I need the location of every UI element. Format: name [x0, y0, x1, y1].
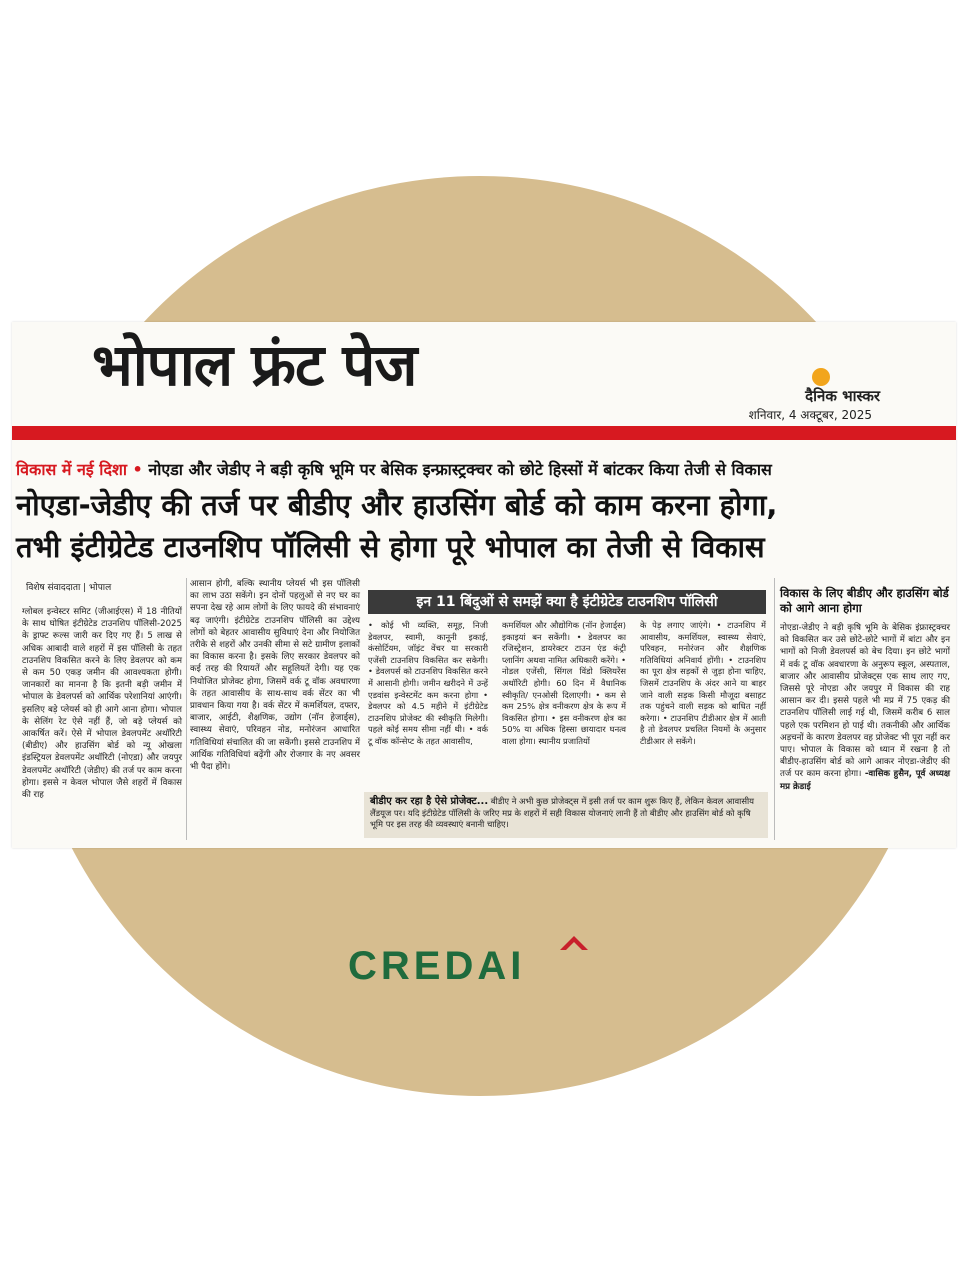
byline: विशेष संवाददाता | भोपाल [26, 583, 112, 593]
kicker [16, 458, 772, 480]
logo-roof-inner [564, 942, 584, 952]
column-divider [774, 578, 775, 840]
headline-line-2: तभी इंटीग्रेटेड टाउनशिप पॉलिसी से होगा पूरे भोपाल का तेजी से विकास [16, 530, 765, 564]
column-divider [186, 578, 187, 840]
credai-logo: CREDAI [348, 944, 526, 988]
newspaper-clipping [12, 322, 956, 848]
sidebar-text [780, 622, 950, 793]
kicker-text: नोएडा और जेडीए ने बड़ी कृषि भूमि पर बेसिक इन्फ्रास्ट्रक्चर को छोटे हिस्सों में बांटकर किया तेजी से विकास [148, 460, 772, 479]
red-rule [12, 426, 956, 440]
sidebar-body: नोएडा-जेडीए ने बड़ी कृषि भूमि के बेसिक इंफ्रास्ट्रक्चर को विकसित कर उसे छोटे-छोटे भागों में बांटा और इन भागों को निजी डेवलपर्स को बेच दिया। इन छोटे भागों में वर्क टू वॉक अवधारणा के अनुरूप स्कूल, अस्पताल, बाजार और आवासीय प्रोजेक्ट्स एक साथ लाए गए, जिससे पूरे नोएडा और जयपुर में विकास की राह आसान कर दी। इससे पहले भी मप्र में 75 एकड़ की टाउनशिप पॉलिसी लाई गई थी, जिसमें करीब 6 साल पहले एक परमिशन हो पाई थी। तकनीकी और आर्थिक अड़चनों के कारण डेवलपर वह प्रोजेक्ट भी पूरा नहीं कर पाए। भोपाल के विकास को ध्यान में रखना है तो बीडीए-हाउसिंग बोर्ड को आगे आकर नोएडा-जेडीए की तर्ज पर काम करना होगा। [780, 623, 950, 780]
sun-logo-icon [812, 368, 830, 386]
newspaper-name: दैनिक भास्कर [805, 387, 880, 405]
body-column-1: ग्लोबल इन्वेस्टर समिट (जीआईएस) में 18 नीतियों के साथ घोषित इंटीग्रेटेड टाउनशिप पॉलिसी-2025 के ड्राफ्ट रूल्स जारी कर दिए गए हैं। 5 लाख से अधिक आबादी वाले शहरों में इस पॉलिसी के तहत टाउनशिप विकसित करने के लिए डेवलपर को कम से कम 50 एकड़ जमीन की आवश्यकता होगी। जानकारों का मानना है कि इतनी बड़ी जमीन में भोपाल के डेवलपर्स को आर्थिक परेशानियां आएंगी। इसलिए बड़े प्लेयर्स को ही आगे आना होगा। भोपाल के सेलिंग रेट ऐसे नहीं हैं, जो बड़े प्लेयर्स को आकर्षित करें। ऐसे में भोपाल डेवलपमेंट अथॉरिटी (बीडीए) और हाउसिंग बोर्ड को न्यू ओखला इंडस्ट्रियल डेवलपमेंट अथॉरिटी (नोएडा) और जयपुर डेवलपमेंट अथॉरिटी (जेडीए) की तर्ज पर काम करना होगा। इससे न केवल भोपाल जैसे शहरों में विकास की राह [22, 607, 182, 801]
sidebar-author: -वासिक हुसैन, पूर्व अध्यक्ष मप्र क्रेडाई [780, 769, 950, 792]
headline [16, 484, 777, 568]
body-column-2: आसान होगी, बल्कि स्थानीय प्लेयर्स भी इस पॉलिसी का लाभ उठा सकेंगे। इन दोनों पहलुओं से नए घर का सपना देख रहे आम लोगों के लिए फायदे की संभावनाएं बढ़ जाएंगी। इंटीग्रेटेड टाउनशिप पॉलिसी का उद्देश्य लोगों को बेहतर आवासीय सुविधाएं देना और नियोजित तरीके से शहरों और उनकी सीमा से सटे ग्रामीण इलाकों का विकास करना है। इसके लिए सरकार डेवलपर को कई तरह की रियायतें और सहूलियतें देगी। यह एक नियोजित प्रोजेक्ट होगा, जिसमें वर्क टू वॉक अवधारणा के तहत आवासीय के साथ-साथ वर्क सेंटर का भी प्रावधान किया गया है। वर्क सेंटर में कमर्शियल, दफ्तर, बाजार, आईटी, शैक्षणिक, उद्योग (नॉन हेजार्ड्स), स्वास्थ्य सेवाएं, परिवहन नोड, मनोरंजन आधारित गतिविधियां संचालित की जा सकेंगी। इससे टाउनशिप में आर्थिक गतिविधियां बढ़ेंगी और रोजगार के नए अवसर भी पैदा होंगे। [190, 579, 360, 773]
project-heading: बीडीए कर रहा है ऐसे प्रोजेक्ट... [370, 796, 489, 807]
project-text: बीडीए ने अभी कुछ प्रोजेक्ट्स में इसी तर्ज पर काम शुरू किए हैं, लेकिन केवल आवासीय लैंडयूज पर। यदि इंटीग्रेटेड पॉलिसी के जरिए मप्र के शहरों में सही विकास योजनाएं लानी हैं तो बीडीए और हाउसिंग बोर्ड को कृषि भूमि पर इस तरह की व्यवस्थाएं बनानी चाहिए। [370, 796, 755, 829]
kicker-label: विकास में नई दिशा • [16, 460, 143, 479]
points-column-2: कमर्शियल और औद्योगिक (नॉन हेजार्ड्स) इकाइयां बन सकेंगी। • डेवलपर का रजिस्ट्रेशन, डायरेक्टर टाउन एंड कंट्री प्लानिंग अथवा नामित अधिकारी करेंगे। • नोडल एजेंसी, सिंगल विंडो क्लियरेंस अथॉरिटी होगी। 60 दिन में वैधानिक स्वीकृति/ एनओसी दिलाएगी। • कम से कम 25% क्षेत्र वनीकरण क्षेत्र के रूप में विकसित होगा। • इस वनीकरण क्षेत्र का 50% या अधिक हिस्सा छायादार घनत्व वाला होगा। स्थानीय प्रजातियों [502, 620, 626, 746]
points-column-1: • कोई भी व्यक्ति, समूह, निजी डेवलपर, स्वामी, कानूनी इकाई, कंसोर्टियम, जॉइंट वेंचर या सरकारी एजेंसी टाउनशिप विकसित कर सकेगी। • डेवलपर्स को टाउनशिप विकसित करने में आसानी होगी। जमीन खरीदने में उन्हें एडवांस इन्वेस्टमेंट कम करना होगा • डेवलपर को 4.5 महीने में इंटीग्रेटेड टाउनशिप प्रोजेक्ट की स्वीकृति मिलेगी। पहले कोई समय सीमा नहीं थी। • वर्क टू वॉक कॉन्सेप्ट के तहत आवासीय, [368, 620, 488, 746]
newspaper-date: शनिवार, 4 अक्टूबर, 2025 [748, 408, 872, 422]
sidebar-heading: विकास के लिए बीडीए और हाउसिंग बोर्ड को आगे आना होगा [780, 586, 949, 615]
masthead-title: भोपाल फ्रंट पेज [92, 331, 417, 399]
headline-line-1: नोएडा-जेडीए की तर्ज पर बीडीए और हाउसिंग बोर्ड को काम करना होगा, [16, 488, 778, 522]
points-box-title: इन 11 बिंदुओं से समझें क्या है इंटीग्रेटेड टाउनशिप पॉलिसी [368, 590, 766, 614]
project-box [364, 792, 768, 838]
points-column-3: के पेड़ लगाए जाएंगे। • टाउनशिप में आवासीय, कमर्शियल, स्वास्थ्य सेवाएं, परिवहन, मनोरंजन और शैक्षणिक गतिविधियां अनिवार्य होंगी। • टाउनशिप का पूरा क्षेत्र सड़कों से जुड़ा होना चाहिए, जिसमें टाउनशिप के अंदर आने या बाहर जाने वाली सड़क किसी मौजूदा बसाहट तक पहुंचने वाली सड़क को बाधित नहीं करेगा। • टाउनशिप टीडीआर क्षेत्र में आती है तो डेवलपर प्रचलित नियमों के अनुसार टीडीआर ले सकेंगे। [640, 620, 766, 746]
